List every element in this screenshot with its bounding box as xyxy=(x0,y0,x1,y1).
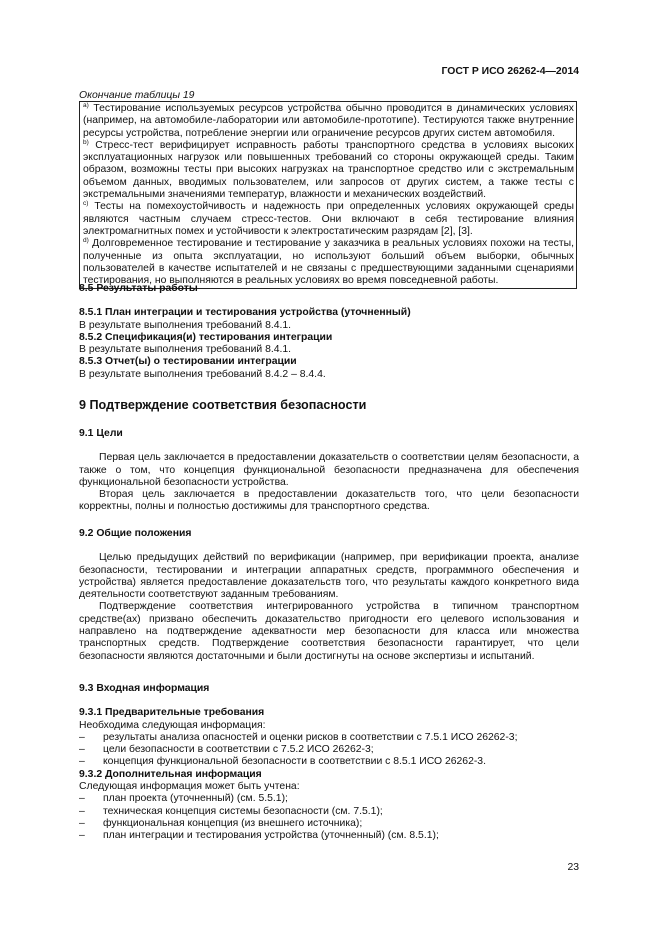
paragraph: Первая цель заключается в предоставлении доказательств о соответствии целям безопасности, а также о том, что концепция функциональной безопасности предназначена для обеспечения функциональной безопасности устройства. xyxy=(79,452,579,488)
paragraph: Подтверждение соответствия интегрированного устройства в типичном транспортном средстве(ах) призвано обеспечить доказательство пригодности его целевого использования и направлено на подтверждение адекватности мер безопасности для класса или множества транспортных средств. Подтверждение соответствия безопасности гарантирует, что цели безопасности являются достаточными и были достигнуты на основе экспертизы и испытаний. xyxy=(79,601,579,662)
subsection-heading: 9.3.1 Предварительные требования xyxy=(79,707,265,719)
subsection-heading: 8.5.3 Отчет(ы) о тестировании интеграции xyxy=(79,356,297,368)
section-heading: 9.2 Общие положения xyxy=(79,528,192,539)
section-heading: 8.5 Результаты работы xyxy=(79,283,198,294)
paragraph: Необходима следующая информация: xyxy=(79,719,266,731)
paragraph: Следующая информация может быть учтена: xyxy=(79,781,300,793)
section-heading: 9.1 Цели xyxy=(79,428,123,439)
table-note: $^{a)}$ Тестирование используемых ресурсов устройства обычно проводится в динамических условиях (например, на автомобиле-лаборатории или автомобиле-прототипе). Тестируются также внутренние ресурсы устройства, потребление энергии или ограничение ресурсов других систем автомобиля. xyxy=(83,102,575,139)
table-note: $^{c)}$ Тесты на помехоустойчивость и надежность при определенных условиях окружающей среды являются частным случаем стресс-тестов. Они включают в себя тестирование влияния электромагнитных помех и устойчивости к электростатическим разрядам [2], [3]. xyxy=(83,200,574,237)
section-8-5 xyxy=(79,283,579,381)
paragraph: В результате выполнения требований 8.4.1. xyxy=(79,344,292,356)
list-item: – план интеграции и тестирования устройства (уточненный) (см. 8.5.1); xyxy=(79,830,579,842)
table-notes-box xyxy=(79,101,577,289)
subsection-heading: 8.5.2 Спецификация(и) тестирования интеграции xyxy=(79,331,333,343)
list-item: – план проекта (уточненный) (см. 5.5.1); xyxy=(79,793,579,805)
list-item: – функциональная концепция (из внешнего источника); xyxy=(79,818,579,830)
section-heading: 9.3 Входная информация xyxy=(79,683,210,694)
bullet-list xyxy=(79,732,579,769)
subsection-heading: 8.5.1 План интеграции и тестирования устройства (уточненный) xyxy=(79,307,411,319)
list-item: – техническая концепция системы безопасности (см. 7.5.1); xyxy=(79,806,579,818)
subsection-heading: 9.3.2 Дополнительная информация xyxy=(79,768,262,780)
list-item: – результаты анализа опасностей и оценки рисков в соответствии с 7.5.1 ИСО 26262-3; xyxy=(79,732,579,744)
paragraph: Целью предыдущих действий по верификации (например, при верификации проекта, анализе безопасности, тестировании и интеграции аппаратных средств, программного обеспечения и устройства) является предоставление доказательств того, что результаты каждого конкретного вида деятельности соответствуют заданным требованиям. xyxy=(79,552,579,601)
section-9-2 xyxy=(79,528,579,663)
table-note: $^{b)}$ Стресс-тест верифицирует исправность работы транспортного средства в условиях высоких эксплуатационных нагрузок или повышенных требований со стороны окружающей среды. Таким образом, возможны тесты при высоких нагрузках на транспортное средство или с экстремальным объемом данных, вводимых пользователем, или запросов от других систем, а также тесты с экстремальными значениями температур, влажности и механических воздействий. xyxy=(83,138,575,201)
paragraph: В результате выполнения требований 8.4.2 – 8.4.4. xyxy=(79,368,326,380)
page-number: 23 xyxy=(567,862,579,873)
paragraph: Вторая цель заключается в предоставлении доказательств того, что цели безопасности корректны, полны и полностью достижимы для транспортного средства. xyxy=(79,489,579,513)
document-page xyxy=(79,0,579,935)
bullet-list xyxy=(79,793,579,842)
list-item: – цели безопасности в соответствии с 7.5.2 ИСО 26262-3; xyxy=(79,744,579,756)
table-note: $^{d)}$ Долговременное тестирование и тестирование у заказчика в реальных условиях похожи на тесты, полученные из опыта эксплуатации, но используют больший объем выборки, обычных пользователей в качестве испытателей и не связаны с предшествующими заданными сценариями тестирования, но выполняются в реальных условиях во время повседневной работы. xyxy=(83,237,574,287)
document-id-header: ГОСТ Р ИСО 26262-4—2014 xyxy=(441,66,579,77)
list-item: – концепция функциональной безопасности в соответствии с 8.5.1 ИСО 26262-3. xyxy=(79,756,579,768)
section-9-1 xyxy=(79,428,579,514)
table-caption: Окончание таблицы 19 xyxy=(79,90,195,101)
section-9-3 xyxy=(79,683,579,843)
paragraph: В результате выполнения требований 8.4.1. xyxy=(79,319,292,331)
section-9-heading: 9 Подтверждение соответствия безопасности xyxy=(79,398,367,412)
